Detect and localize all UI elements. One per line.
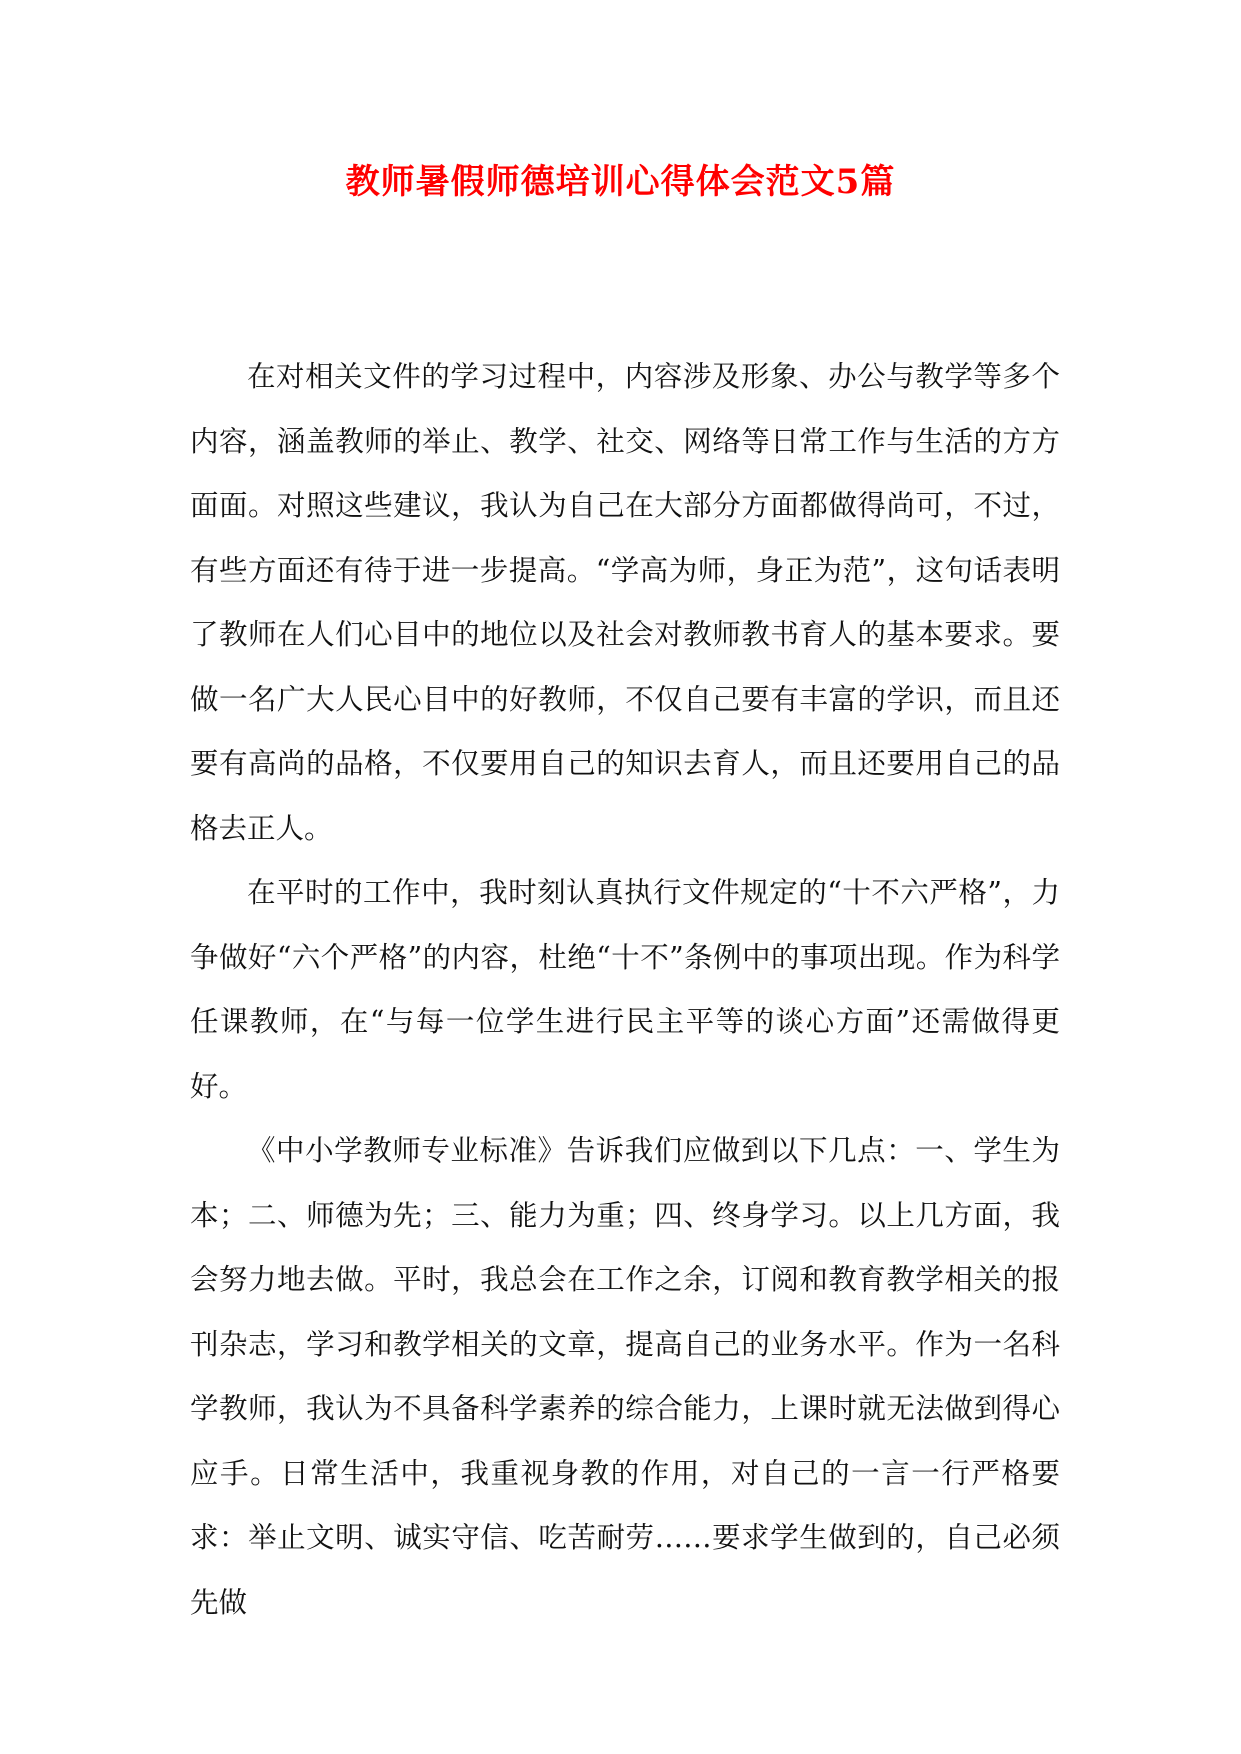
document-title: 教师暑假师德培训心得体会范文5篇 bbox=[345, 162, 896, 202]
paragraph-2: 在平时的工作中，我时刻认真执行文件规定的“十不六严格”，力争做好“六个严格”的内容，杜绝“十不”条例中的事项出现。作为科学任课教师，在“与每一位学生进行民主平等的谈心方面”还需做得更好。 bbox=[190, 876, 1060, 1103]
paragraph-3: 《中小学教师专业标准》告诉我们应做到以下几点：一、学生为本；二、师德为先；三、能力为重；四、终身学习。以上几方面，我会努力地去做。平时，我总会在工作之余，订阅和教育教学相关的报刊杂志，学习和教学相关的文章，提高自己的业务水平。作为一名科学教师，我认为不具备科学素养的综合能力，上课时就无法做到得心应手。日常生活中，我重视身教的作用，对自己的一言一行严格要求：举止文明、诚实守信、吃苦耐劳……要求学生做到的，自己必须先做 bbox=[190, 1134, 1060, 1619]
paragraph-1: 在对相关文件的学习过程中，内容涉及形象、办公与教学等多个内容，涵盖教师的举止、教学、社交、网络等日常工作与生活的方方面面。对照这些建议，我认为自己在大部分方面都做得尚可，不过，有些方面还有待于进一步提高。“学高为师，身正为范”，这句话表明了教师在人们心目中的地位以及社会对教师教书育人的基本要求。要做一名广大人民心目中的好教师，不仅自己要有丰富的学识，而且还要有高尚的品格，不仅要用自己的知识去育人，而且还要用自己的品格去正人。 bbox=[190, 360, 1060, 845]
document-body bbox=[190, 345, 1060, 1635]
